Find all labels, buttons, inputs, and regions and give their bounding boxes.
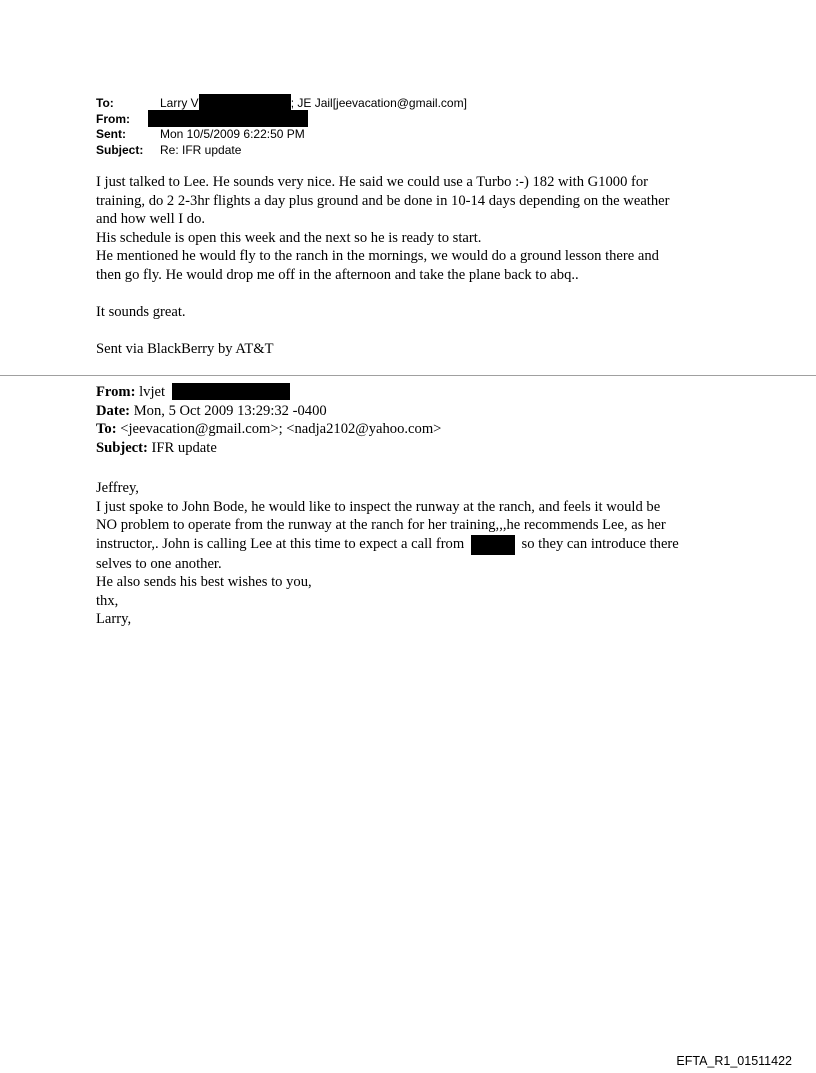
fwd-date-label: Date: <box>96 402 131 419</box>
body-line: He also sends his best wishes to you, <box>96 574 312 590</box>
body-line-part: instructor,. John is calling Lee at this time to expect a call from <box>96 535 465 552</box>
reply-body <box>96 173 736 358</box>
fwd-subject-value: IFR update <box>151 439 217 456</box>
fwd-date-value: Mon, 5 Oct 2009 13:29:32 -0400 <box>133 402 327 419</box>
body-line: training, do 2 2-3hr flights a day plus ground and be done in 10-14 days depending on the weather <box>96 192 670 209</box>
body-line: He mentioned he would fly to the ranch in the mornings, we would do a ground lesson there and <box>96 248 659 264</box>
fwd-to-value: <jeevacation@gmail.com>; <nadja2102@yahoo.com> <box>120 421 442 437</box>
fwd-from-row <box>96 383 441 402</box>
subject-label: Subject: <box>96 142 144 157</box>
to-value-start: Larry V <box>160 96 199 110</box>
body-line: His schedule is open this week and the next so he is ready to start. <box>96 229 482 246</box>
body-line-part: so they can introduce there <box>521 535 679 552</box>
closing: Larry, <box>96 611 132 627</box>
redaction-block <box>148 110 308 127</box>
redaction-block <box>471 535 515 555</box>
body-line: and how well I do. <box>96 211 206 227</box>
fwd-from-label: From: <box>96 384 136 400</box>
fwd-from-value: lvjet <box>139 384 166 400</box>
fwd-to-label: To: <box>96 421 117 437</box>
forwarded-body <box>96 479 736 629</box>
fwd-to-row <box>96 420 441 439</box>
redaction-block <box>199 94 291 110</box>
document-id: EFTA_R1_01511422 <box>676 1054 792 1068</box>
sent-label: Sent: <box>96 127 126 141</box>
sent-value: Mon 10/5/2009 6:22:50 PM <box>160 127 305 141</box>
subject-row <box>96 143 467 159</box>
body-line <box>96 535 736 555</box>
body-line: NO problem to operate from the runway at the ranch for her training,,,he recommends Lee, as her <box>96 517 666 533</box>
subject-value: Re: IFR update <box>160 142 242 157</box>
to-label: To: <box>96 96 114 110</box>
redaction-block <box>172 383 290 400</box>
body-line: I just spoke to John Bode, he would like to inspect the runway at the ranch, and feels it would be <box>96 498 661 515</box>
sent-row <box>96 127 467 143</box>
greeting: Jeffrey, <box>96 480 139 496</box>
body-line: selves to one another. <box>96 555 222 572</box>
to-value-end: ; JE Jail[jeevacation@gmail.com] <box>290 96 467 110</box>
fwd-subject-label: Subject: <box>96 439 148 456</box>
fwd-date-row <box>96 402 441 421</box>
body-line: It sounds great. <box>96 303 186 320</box>
forwarded-email-header <box>96 383 441 457</box>
quoted-message-divider <box>0 375 816 376</box>
from-row <box>96 112 467 128</box>
body-line: thx, <box>96 592 119 609</box>
fwd-subject-row <box>96 439 441 458</box>
body-line: I just talked to Lee. He sounds very nice. He said we could use a Turbo :-) 182 with G1000 for <box>96 174 649 190</box>
from-label: From: <box>96 111 130 126</box>
body-line: then go fly. He would drop me off in the afternoon and take the plane back to abq.. <box>96 266 579 283</box>
reply-email-header <box>96 96 467 158</box>
signature: Sent via BlackBerry by AT&T <box>96 340 274 357</box>
